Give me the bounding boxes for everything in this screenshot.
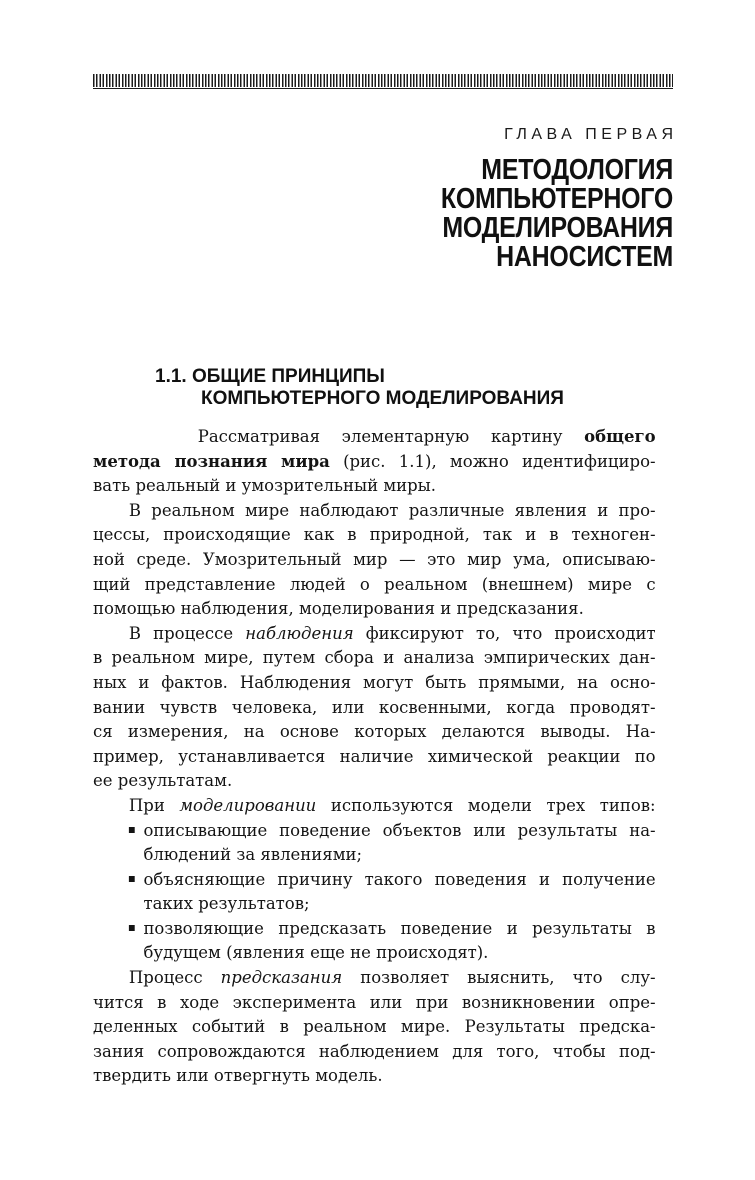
italic-term: предсказания bbox=[220, 968, 343, 989]
chapter-title-line: КОМПЬЮТЕРНОГО bbox=[440, 183, 673, 215]
paragraph-line bbox=[93, 425, 656, 450]
list-item-text: позволяющие предсказать поведение и результаты в bbox=[143, 918, 656, 939]
list-item-text: блюдений за явлениями; bbox=[143, 845, 363, 866]
paragraph-line: В реальном мире наблюдают различные явления и про- bbox=[128, 500, 656, 521]
paragraph-line: цессы, происходящие как в природной, так и в техноген- bbox=[93, 525, 656, 546]
paragraph-line: зания сопровождаются наблюдением для того, чтобы под- bbox=[93, 1041, 656, 1062]
paragraph-line: щий представление людей о реальном (внешнем) мире с bbox=[93, 574, 656, 595]
text-run: Процесс bbox=[128, 968, 221, 989]
italic-term: наблюдения bbox=[245, 623, 354, 644]
list-item-continuation bbox=[93, 941, 656, 966]
bullet-square-icon bbox=[129, 827, 135, 833]
list-item-text: объясняющие причину такого поведения и получение bbox=[143, 869, 656, 890]
list-item-continuation bbox=[93, 892, 656, 917]
list-item-continuation bbox=[93, 843, 656, 868]
paragraph-line: ся измерения, на основе которых делаются выводы. На- bbox=[93, 722, 656, 743]
paragraph-line bbox=[93, 794, 656, 819]
chapter-title-line: МОДЕЛИРОВАНИЯ bbox=[442, 212, 673, 244]
italic-term: моделировании bbox=[179, 795, 317, 816]
text-run: фиксируют то, что происходит bbox=[353, 623, 656, 644]
paragraph-line: пример, устанавливается наличие химической реакции по bbox=[93, 746, 656, 767]
paragraph-line bbox=[93, 966, 656, 991]
text-run: позволяет выяснить, что слу- bbox=[342, 968, 656, 989]
paragraph-line: твердить или отвергнуть модель. bbox=[93, 1066, 383, 1087]
bold-term: общего bbox=[584, 427, 656, 447]
text-run: Рассматривая элементарную картину bbox=[197, 427, 585, 447]
text-run: В процессе bbox=[128, 623, 246, 644]
paragraph-line: вании чувств человека, или косвенными, когда проводят- bbox=[93, 697, 656, 718]
paragraph-line: помощью наблюдения, моделирования и предсказания. bbox=[93, 599, 584, 620]
text-run: используются модели трех типов: bbox=[316, 795, 656, 816]
bold-term: метода познания мира bbox=[93, 451, 330, 472]
list-item bbox=[93, 868, 656, 893]
paragraph-line: ных и фактов. Наблюдения могут быть прямыми, на осно- bbox=[93, 672, 656, 693]
paragraph-line bbox=[93, 622, 656, 647]
text-run: (рис. 1.1), можно идентифициро- bbox=[329, 451, 656, 472]
chapter-label: ГЛАВА ПЕРВАЯ bbox=[504, 126, 678, 143]
text-run: При bbox=[128, 795, 180, 816]
paragraph-line: ее результатам. bbox=[93, 771, 233, 792]
top-decorative-rule bbox=[93, 74, 673, 87]
chapter-title-line: МЕТОДОЛОГИЯ bbox=[481, 154, 673, 186]
section-number: 1.1. bbox=[155, 366, 187, 387]
chapter-title-line: НАНОСИСТЕМ bbox=[496, 241, 673, 273]
paragraph-line bbox=[93, 450, 656, 475]
paragraph-line: вать реальный и умозрительный миры. bbox=[93, 476, 437, 497]
list-item-text: будущем (явления еще не происходят). bbox=[143, 943, 489, 964]
list-item bbox=[93, 819, 656, 844]
paragraph-line: ной среде. Умозрительный мир — это мир ума, описываю- bbox=[93, 549, 656, 570]
list-item-text: описывающие поведение объектов или результаты на- bbox=[143, 820, 656, 841]
paragraph-line: в реальном мире, путем сбора и анализа эмпирических дан- bbox=[93, 648, 656, 669]
section-heading bbox=[155, 366, 564, 410]
body-text bbox=[93, 425, 656, 1089]
section-title-line: ОБЩИЕ ПРИНЦИПЫ bbox=[191, 366, 385, 387]
list-item-text: таких результатов; bbox=[143, 894, 310, 915]
paragraph-line: чится в ходе эксперимента или при возникновении опре- bbox=[93, 992, 656, 1013]
section-title-line: КОМПЬЮТЕРНОГО МОДЕЛИРОВАНИЯ bbox=[201, 388, 564, 409]
bullet-square-icon bbox=[129, 876, 135, 882]
list-item bbox=[93, 917, 656, 942]
chapter-title bbox=[243, 156, 673, 272]
bullet-square-icon bbox=[129, 925, 135, 931]
paragraph-line: деленных событий в реальном мире. Результаты предска- bbox=[93, 1017, 656, 1038]
